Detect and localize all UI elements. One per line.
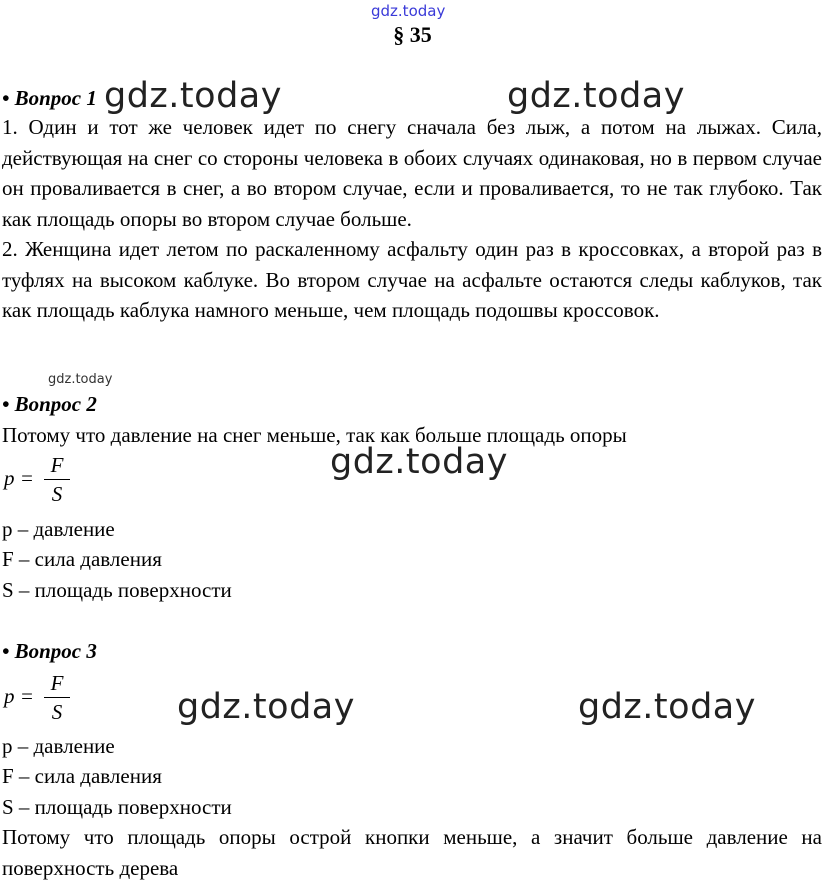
formula-lhs: p = [4, 684, 34, 708]
watermark: gdz.today [177, 687, 355, 727]
question-2-text: Потому что давление на снег меньше, так как больше площадь опоры [2, 423, 627, 447]
definition-pressure: p – давление [2, 734, 115, 758]
formula-fraction [44, 670, 70, 725]
definition-pressure: p – давление [2, 517, 115, 541]
formula-denominator: S [51, 482, 63, 506]
pressure-formula [4, 452, 84, 512]
watermark: gdz.today [507, 76, 685, 116]
question-3-conclusion: Потому что площадь опоры острой кнопки меньше, а значит больше давление на поверхность дерева [2, 825, 822, 880]
watermark-small: gdz.today [48, 372, 113, 387]
question-1-heading: • Вопрос 1 [2, 86, 97, 110]
question-1-paragraph-2: 2. Женщина идет летом по раскаленному асфальту один раз в кроссовках, а второй раз в туфлях на высоком каблуке. Во втором случае на асфальте остаются следы каблуков, так как площадь каблука намного меньше, чем площадь подошвы кроссовок. [2, 237, 822, 323]
formula-fraction [44, 452, 70, 507]
watermark-top: gdz.today [371, 2, 446, 20]
page-title: § 35 [393, 22, 432, 47]
question-1-paragraph-1: 1. Один и тот же человек идет по снегу сначала без лыж, а потом на лыжах. Сила, действующая на снег со стороны человека в обоих случаях одинаковая, но в первом случае он проваливается в снег, а во втором случае, если и проваливается, то не так глубоко. Так как площадь опоры во втором случае больше. [2, 115, 822, 231]
formula-numerator: F [50, 671, 64, 695]
formula-lhs: p = [4, 466, 34, 490]
watermark: gdz.today [330, 442, 508, 482]
watermark: gdz.today [578, 687, 756, 727]
formula-numerator: F [50, 453, 64, 477]
pressure-formula [4, 670, 84, 730]
definition-area: S – площадь поверхности [2, 578, 232, 602]
question-2-heading: • Вопрос 2 [2, 392, 97, 416]
watermark: gdz.today [104, 76, 282, 116]
fraction-bar [44, 697, 70, 698]
definition-force: F – сила давления [2, 547, 162, 571]
definition-area: S – площадь поверхности [2, 795, 232, 819]
definition-force: F – сила давления [2, 764, 162, 788]
formula-denominator: S [51, 700, 63, 724]
fraction-bar [44, 479, 70, 480]
question-3-heading: • Вопрос 3 [2, 639, 97, 663]
